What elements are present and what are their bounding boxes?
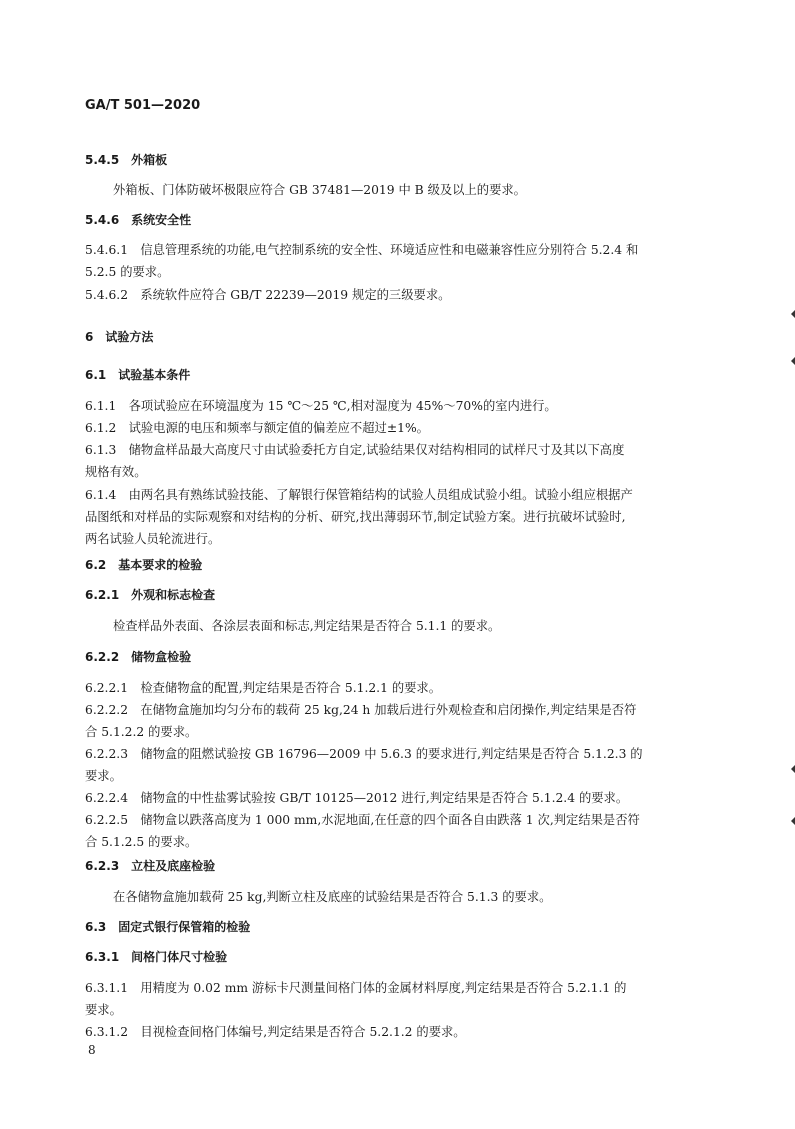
section-6-2-2-2-line2: 合 5.1.2.2 的要求。: [85, 725, 198, 739]
scan-edge-mark: [791, 310, 795, 318]
scan-edge-mark: [791, 765, 795, 773]
standard-number: GA/T 501—2020: [85, 98, 201, 113]
section-5-4-5-text: 外箱板、门体防破坏极限应符合 GB 37481—2019 中 B 级及以上的要求。: [113, 183, 526, 197]
section-6-1-4-line1: 6.1.4 由两名具有熟练试验技能、了解银行保管箱结构的试验人员组成试验小组。试验小组应根据产: [85, 488, 633, 502]
section-6-2-2-4-text: 6.2.2.4 储物盒的中性盐雾试验按 GB/T 10125—2012 进行,判定结果是否符合 5.1.2.4 的要求。: [85, 791, 629, 805]
section-6-2-2-5-line1: 6.2.2.5 储物盒以跌落高度为 1 000 mm,水泥地面,在任意的四个面各自由跌落 1 次,判定结果是否符: [85, 813, 640, 827]
section-5-4-6-2-text: 5.4.6.2 系统软件应符合 GB/T 22239—2019 规定的三级要求。: [85, 288, 451, 302]
section-6-3-heading: 6.3 固定式银行保管箱的检验: [85, 920, 251, 934]
section-5-4-6-1-line1: 5.4.6.1 信息管理系统的功能,电气控制系统的安全性、环境适应性和电磁兼容性应分别符合 5.2.4 和: [85, 243, 639, 257]
section-6-2-3-text: 在各储物盒施加载荷 25 kg,判断立柱及底座的试验结果是否符合 5.1.3 的要求。: [113, 890, 552, 904]
section-6-2-2-2-line1: 6.2.2.2 在储物盒施加均匀分布的载荷 25 kg,24 h 加载后进行外观检查和启闭操作,判定结果是否符: [85, 703, 637, 717]
section-6-2-2-3-line2: 要求。: [85, 769, 122, 783]
section-6-2-2-5-line2: 合 5.1.2.5 的要求。: [85, 835, 198, 849]
section-6-1-2-text: 6.1.2 试验电源的电压和频率与额定值的偏差应不超过±1%。: [85, 421, 429, 435]
section-6-2-3-heading: 6.2.3 立柱及底座检验: [85, 859, 216, 873]
section-6-2-2-1-text: 6.2.2.1 检查储物盒的配置,判定结果是否符合 5.1.2.1 的要求。: [85, 681, 442, 695]
section-6-1-3-line1: 6.1.3 储物盒样品最大高度尺寸由试验委托方自定,试验结果仅对结构相同的试样尺寸及其以下高度: [85, 443, 625, 457]
section-6-2-2-3-line1: 6.2.2.3 储物盒的阻燃试验按 GB 16796—2009 中 5.6.3 的要求进行,判定结果是否符合 5.1.2.3 的: [85, 747, 643, 761]
section-6-1-3-line2: 规格有效。: [85, 465, 147, 479]
section-6-1-heading: 6.1 试验基本条件: [85, 368, 191, 382]
scan-edge-mark: [791, 357, 795, 365]
section-6-1-1-text: 6.1.1 各项试验应在环境温度为 15 ℃～25 ℃,相对湿度为 45%～70%的室内进行。: [85, 399, 557, 413]
section-5-4-6-1-line2: 5.2.5 的要求。: [85, 265, 170, 279]
section-6-2-1-text: 检查样品外表面、各涂层表面和标志,判定结果是否符合 5.1.1 的要求。: [113, 619, 501, 633]
section-6-3-1-2-text: 6.3.1.2 目视检查间格门体编号,判定结果是否符合 5.2.1.2 的要求。: [85, 1025, 466, 1039]
page-number: 8: [88, 1043, 96, 1057]
section-6-1-4-line2: 品图纸和对样品的实际观察和对结构的分析、研究,找出薄弱环节,制定试验方案。进行抗破坏试验时,: [85, 510, 626, 524]
section-6-2-2-heading: 6.2.2 储物盒检验: [85, 650, 192, 664]
chapter-6-heading: 6 试验方法: [85, 330, 154, 344]
section-6-3-1-1-line2: 要求。: [85, 1003, 122, 1017]
section-5-4-6-heading: 5.4.6 系统安全性: [85, 213, 192, 227]
section-5-4-5-heading: 5.4.5 外箱板: [85, 153, 168, 167]
section-6-3-1-1-line1: 6.3.1.1 用精度为 0.02 mm 游标卡尺测量间格门体的金属材料厚度,判定结果是否符合 5.2.1.1 的: [85, 981, 627, 995]
scan-edge-mark: [791, 817, 795, 825]
section-6-3-1-heading: 6.3.1 间格门体尺寸检验: [85, 950, 228, 964]
section-6-2-1-heading: 6.2.1 外观和标志检查: [85, 588, 216, 602]
section-6-2-heading: 6.2 基本要求的检验: [85, 558, 203, 572]
section-6-1-4-line3: 两名试验人员轮流进行。: [85, 532, 221, 546]
